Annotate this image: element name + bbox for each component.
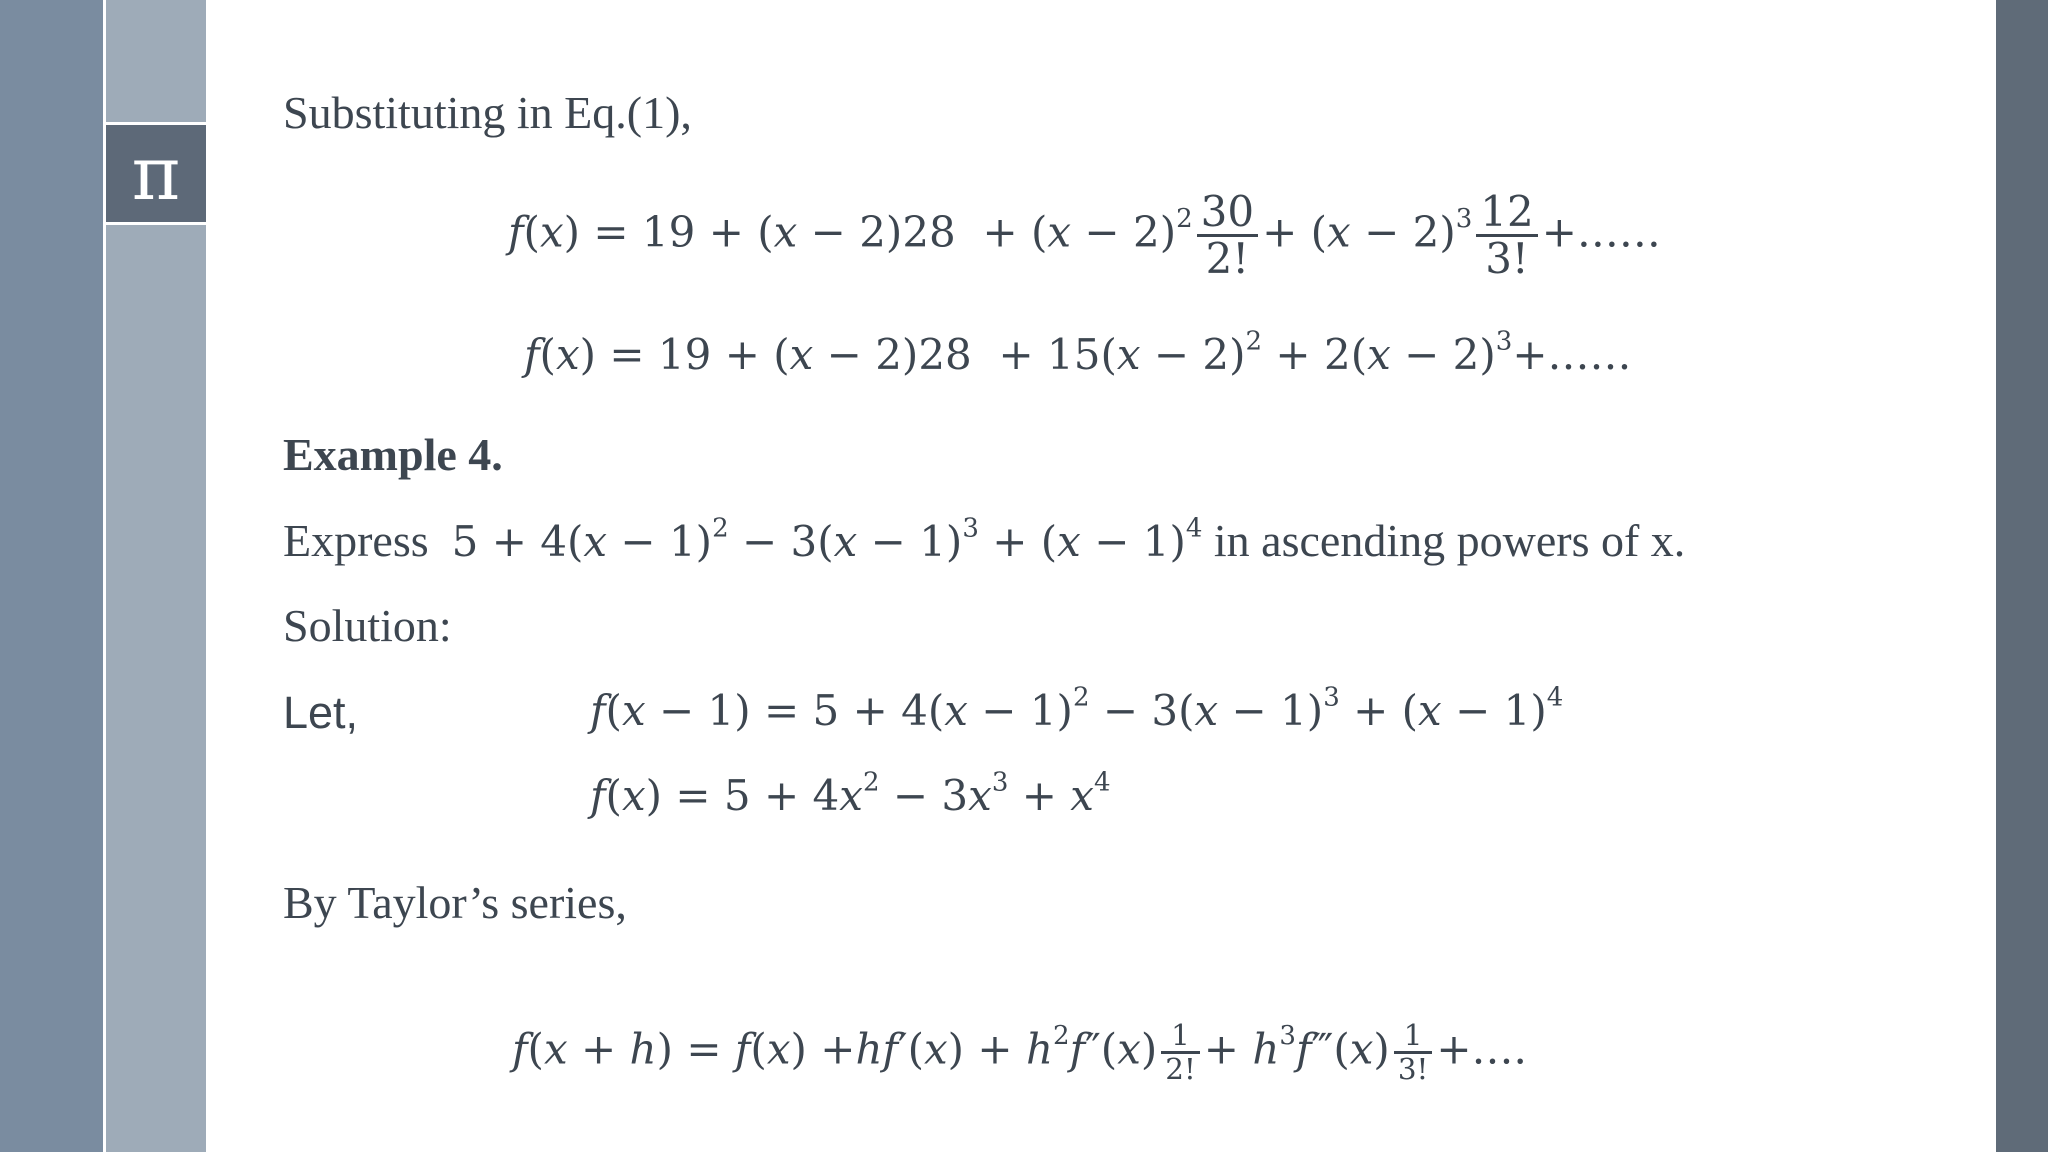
problem-prefix: Express bbox=[283, 515, 429, 566]
right-sidebar-bar bbox=[1996, 0, 2048, 1152]
problem-statement bbox=[283, 513, 1686, 566]
equation-2-continuation: +…… bbox=[1512, 330, 1632, 379]
let-label: Let, bbox=[283, 687, 359, 738]
equation-substituted: $f(x) = 19 + (x - 2)28 + (x - 2)^2$ $\frac{30}{2!}$ + $(x - 2)^3$ $\frac{12}{3!}$ +…… bbox=[508, 187, 1661, 284]
pi-symbol: π bbox=[131, 130, 181, 217]
left-sidebar-band-dark bbox=[0, 0, 103, 1152]
example-heading: Example 4. bbox=[283, 429, 503, 480]
pi-icon bbox=[103, 122, 206, 225]
problem-expression: $5 + 4(x - 1)^2 - 3(x - 1)^3 + (x - 1)^4$ bbox=[451, 513, 1203, 566]
intro-text: Substituting in Eq.(1), bbox=[283, 87, 692, 138]
taylor-label: By Taylor’s series, bbox=[283, 877, 627, 928]
taylor-series-equation: $f(x + h) = f(x) +hf'(x) + h^2f''(x)$ $\frac{1}{2!}$ + $h^3f‴(x)$ $\frac{1}{3!}$ +…. bbox=[512, 1018, 1527, 1086]
solution-label: Solution: bbox=[283, 600, 452, 651]
equation-shifted: $f(x) = 5 + 4x^2 - 3x^3 + x^4$ bbox=[590, 767, 1111, 820]
equation-1-continuation: +…… bbox=[1541, 207, 1661, 257]
equation-definition: $f(x - 1) = 5 + 4(x - 1)^2 - 3(x - 1)^3 + (x - 1)^4$ bbox=[590, 682, 1564, 735]
problem-suffix: in ascending powers of x. bbox=[1202, 515, 1686, 566]
taylor-continuation: +…. bbox=[1436, 1024, 1527, 1074]
equation-simplified: $f(x) = 19 + (x - 2)28 + 15(x - 2)^2 + 2(x$ − $2)^3+\dots\dots$ bbox=[524, 326, 1632, 379]
